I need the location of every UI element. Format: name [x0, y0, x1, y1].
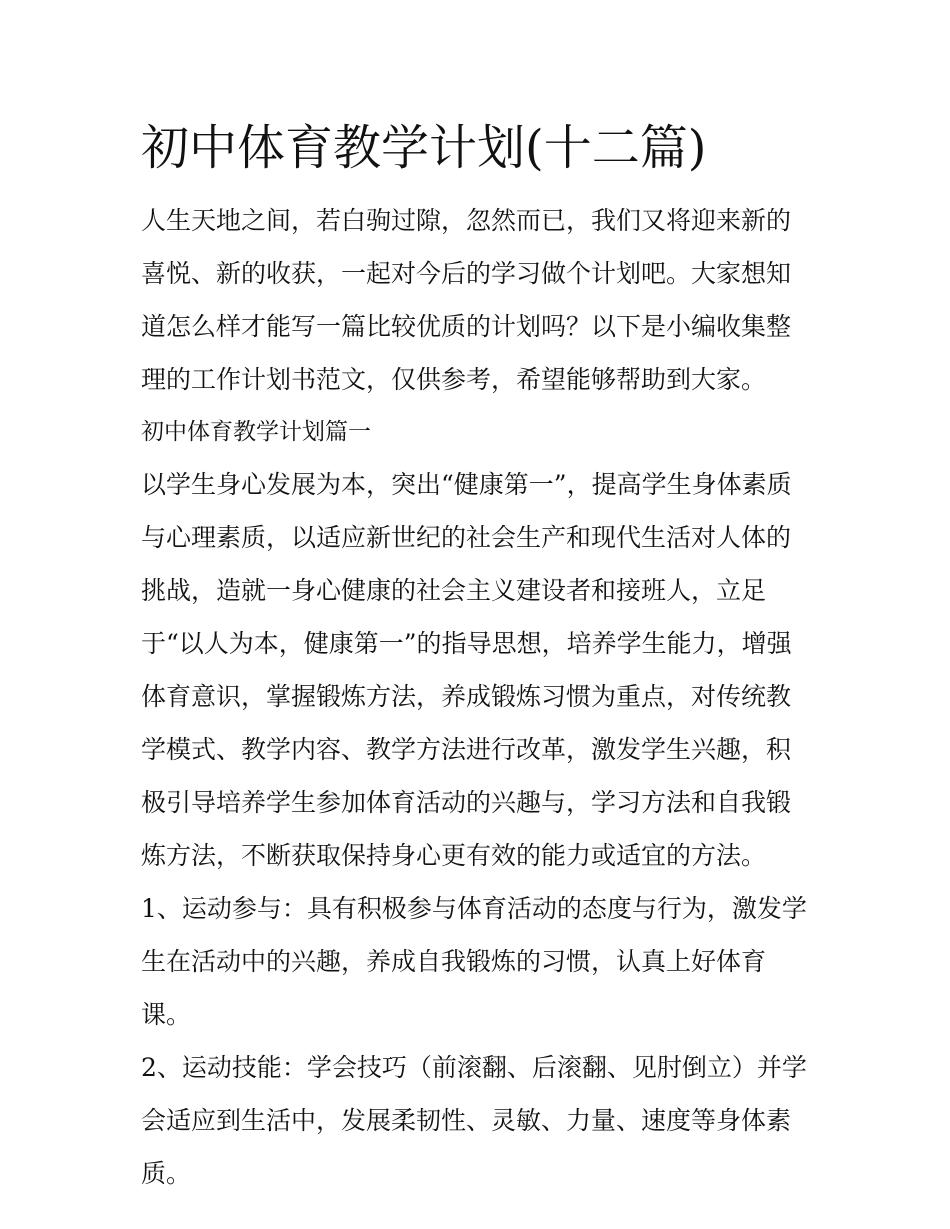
- body-paragraph: 以学生身心发展为本，突出“健康第一”，提高学生身体素质与心理素质，以适应新世纪的社会生产和现代生活对人体的挑战，造就一身心健康的社会主义建设者和接班人，立足于“以人为本，健康第一”的指导思想，培养学生能力，增强体育意识，掌握锻炼方法，养成锻炼习惯为重点，对传统教学模式、教学内容、教学方法进行改革，激发学生兴趣，积极引导培养学生参加体育活动的兴趣与，学习方法和自我锻炼方法，不断获取保持身心更有效的能力或适宜的方法。: [141, 470, 792, 870]
- intro-paragraph: 人生天地之间，若白驹过隙，忽然而已，我们又将迎来新的喜悦、新的收获，一起对今后的学习做个计划吧。大家想知道怎么样才能写一篇比较优质的计划吗？以下是小编收集整理的工作计划书范文，仅供参考，希望能够帮助到大家。: [141, 206, 792, 394]
- document-content: [141, 112, 813, 1200]
- section-heading: 初中体育教学计划篇一: [141, 419, 371, 445]
- list-item-2: 2、运动技能：学会技巧（前滚翻、后滚翻、见肘倒立）并学会适应到生活中，发展柔韧性、灵敏、力量、速度等身体素质。: [141, 1053, 807, 1188]
- list-item-1: 1、运动参与：具有积极参与体育活动的态度与行为，激发学生在活动中的兴趣，养成自我锻炼的习惯，认真上好体育课。: [141, 894, 807, 1029]
- document-title: 初中体育教学计划(十二篇): [141, 120, 707, 176]
